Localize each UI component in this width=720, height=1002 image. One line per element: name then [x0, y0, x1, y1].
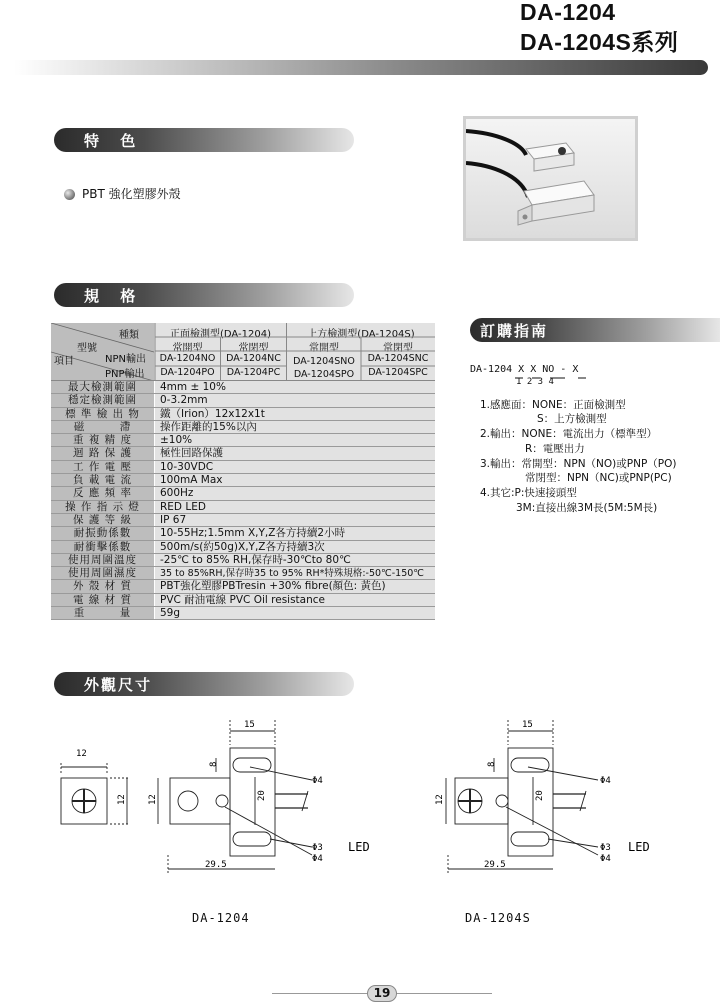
order-line: 常閉型：NPN（NC)或PNP(PC) — [525, 472, 672, 484]
spec-label: 迴 路 保 護 — [51, 447, 154, 459]
dim-label: Φ3 — [600, 843, 611, 853]
bullet-icon — [64, 189, 75, 200]
header-no-top: 常開型 — [309, 343, 339, 354]
model-pnp-pc: DA-1204PC — [226, 367, 281, 378]
spec-label: 工 作 電 壓 — [51, 461, 154, 473]
model-label-da1204s: DA-1204S — [465, 911, 531, 925]
product-photo — [463, 116, 638, 241]
order-line: 1.感應面：NONE：正面檢測型 — [480, 399, 626, 411]
led-label: LED — [628, 840, 650, 854]
dim-label: 8 — [209, 761, 219, 767]
order-line: 3.輸出：常開型：NPN（NO)或PNP（PO) — [480, 458, 677, 470]
spec-row — [51, 408, 435, 421]
spec-label: 磁 滯 — [51, 421, 154, 433]
spec-row — [51, 434, 435, 447]
spec-value: 10-30VDC — [155, 461, 435, 473]
model-label-da1204: DA-1204 — [192, 911, 250, 925]
spec-row — [51, 394, 435, 407]
spec-value: 10-55Hz;1.5mm X,Y,Z各方持續2小時 — [155, 527, 435, 539]
dim-label: 20 — [535, 790, 545, 801]
spec-row — [51, 381, 435, 394]
order-line: 3M:直接出線3M長(5M:5M長) — [516, 502, 658, 514]
dim-label: 8 — [487, 761, 497, 767]
section-order-title: 訂購指南 — [480, 322, 549, 340]
spec-value: 600Hz — [155, 487, 435, 499]
header-no-front: 常開型 — [172, 343, 203, 354]
dim-label: 12 — [76, 749, 87, 759]
spec-label: 標 準 檢 出 物 — [51, 408, 154, 420]
spec-row — [51, 447, 435, 460]
spec-value: 極性回路保護 — [155, 447, 435, 459]
spec-label: 重 量 — [51, 607, 154, 619]
header-model: 型號 — [77, 343, 97, 354]
product-title-line2: DA-1204S系列 — [520, 29, 679, 55]
spec-row — [51, 421, 435, 434]
spec-label: 使用周圍溫度 — [51, 554, 154, 566]
model-pnp-po: DA-1204PO — [160, 367, 215, 378]
header-nc-front: 常閉型 — [238, 343, 269, 354]
spec-row — [51, 594, 435, 607]
dim-label: Φ4 — [600, 854, 611, 864]
dim-label: 29.5 — [484, 860, 506, 870]
spec-value: PVC 耐油電線 PVC Oil resistance — [155, 594, 435, 606]
dim-label: 15 — [244, 720, 255, 730]
order-code-indices: 1 2 3 4 — [516, 377, 554, 387]
spec-value: 59g — [155, 607, 435, 619]
header-gradient-bar — [14, 60, 708, 75]
spec-label: 使用周圍濕度 — [51, 567, 154, 579]
spec-value: ±10% — [155, 434, 435, 446]
section-specs-title: 規 格 — [84, 287, 144, 305]
dim-label: Φ4 — [312, 854, 323, 864]
spec-value: 0-3.2mm — [155, 394, 435, 406]
spec-value: 100mA Max — [155, 474, 435, 486]
spec-value: -25℃ to 85% RH,保存時-30℃to 80℃ — [155, 554, 435, 566]
order-line: S：上方檢測型 — [537, 413, 607, 425]
spec-value: 4mm ± 10% — [155, 381, 435, 393]
dim-label: 20 — [257, 790, 267, 801]
spec-label: 反 應 頻 率 — [51, 487, 154, 499]
spec-row — [51, 474, 435, 487]
spec-row — [51, 527, 435, 540]
model-npn-sno: DA-1204SNO — [293, 356, 355, 367]
spec-row — [51, 487, 435, 500]
spec-label: 穩定檢測範圍 — [51, 394, 154, 406]
spec-value: PBT強化塑膠PBTresin +30% fibre(顏色: 黃色) — [155, 580, 435, 592]
model-npn-nc: DA-1204NC — [226, 353, 281, 364]
page-number: 19 — [367, 985, 397, 1002]
dim-label: 29.5 — [205, 860, 227, 870]
dim-label: Φ3 — [312, 843, 323, 853]
dim-label: 12 — [435, 794, 445, 805]
spec-label: 保 護 等 級 — [51, 514, 154, 526]
order-line: R：電壓出力 — [525, 443, 585, 455]
spec-label: 操 作 指 示 燈 — [51, 501, 154, 513]
order-line: 2.輸出：NONE：電流出力（標準型） — [480, 428, 658, 440]
header-nc-top: 常閉型 — [383, 343, 413, 354]
spec-value: 35 to 85%RH,保存時35 to 95% RH*特殊規格:-50℃-150℃ — [155, 567, 435, 579]
section-features — [54, 128, 354, 152]
spec-label: 耐衝擊係數 — [51, 541, 154, 553]
dim-label: 12 — [148, 794, 158, 805]
model-npn-no: DA-1204NO — [159, 353, 216, 364]
spec-value: IP 67 — [155, 514, 435, 526]
spec-row — [51, 607, 435, 620]
led-label: LED — [348, 840, 370, 854]
spec-row — [51, 501, 435, 514]
spec-label: 負 載 電 流 — [51, 474, 154, 486]
section-order — [470, 318, 720, 342]
spec-row — [51, 554, 435, 567]
spec-row — [51, 541, 435, 554]
spec-label: 外 殼 材 質 — [51, 580, 154, 592]
section-dimensions-title: 外觀尺寸 — [84, 676, 153, 694]
model-pnp-spo: DA-1204SPO — [293, 369, 355, 380]
dim-label: Φ4 — [600, 776, 611, 786]
header-pnp: PNP輸出 — [105, 369, 145, 380]
spec-table — [51, 381, 435, 620]
spec-label: 最大檢測範圍 — [51, 381, 154, 393]
header-front-type: 正面檢測型(DA-1204) — [169, 329, 271, 340]
spec-label: 電 線 材 質 — [51, 594, 154, 606]
header-item: 項目 — [54, 356, 74, 367]
section-features-title: 特 色 — [84, 132, 144, 150]
spec-value: 鐵（Irion）12x12x1t — [155, 408, 435, 420]
model-npn-snc: DA-1204SNC — [367, 353, 429, 364]
spec-label: 耐振動係數 — [51, 527, 154, 539]
header-top-type: 上方檢測型(DA-1204S) — [307, 329, 415, 340]
header-npn: NPN輸出 — [105, 354, 146, 365]
spec-value: 500m/s(約50g)X,Y,Z各方持續3次 — [155, 541, 435, 553]
drawing-da1204s — [418, 715, 698, 895]
spec-row — [51, 514, 435, 527]
feature-item: PBT 強化塑膠外殼 — [82, 187, 181, 201]
dim-label: 12 — [117, 794, 127, 805]
model-pnp-spc: DA-1204SPC — [368, 367, 428, 378]
product-title-line1: DA-1204 — [520, 0, 616, 25]
dim-label: Φ4 — [312, 776, 323, 786]
spec-value: RED LED — [155, 501, 435, 513]
spec-label: 重 複 精 度 — [51, 434, 154, 446]
spec-table-header — [51, 323, 435, 381]
dim-label: 15 — [522, 720, 533, 730]
section-dimensions — [54, 672, 354, 696]
header-grid-lines — [51, 323, 435, 381]
order-code: DA-1204 X X NO - X — [470, 364, 579, 375]
drawing-da1204 — [50, 715, 390, 895]
header-kind: 種類 — [119, 330, 139, 341]
spec-row — [51, 567, 435, 580]
spec-row — [51, 580, 435, 593]
spec-value: 操作距離的15%以內 — [155, 421, 435, 433]
order-line: 4.其它:P:快速接頭型 — [480, 487, 577, 499]
spec-row — [51, 461, 435, 474]
section-specs — [54, 283, 354, 307]
